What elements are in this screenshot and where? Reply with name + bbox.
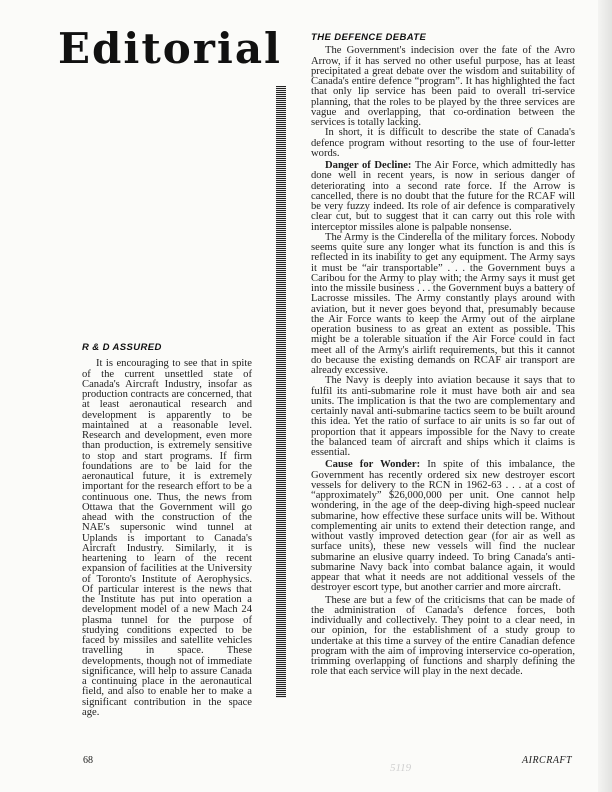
article-paragraph — [311, 161, 575, 233]
article-defence-debate — [311, 33, 575, 678]
article-paragraph: It is encouraging to see that in spite of the current unsettled state of Canada's Aircraft Industry, insofar as production contracts are concerned, that at least aeronautical research and development is apparently to be maintained at a reasonable level. Research and development, even more than production, is extremely sensitive to stop and start programs. If firm foundations are to be laid for the aeronautical future, it is extremely important for the research effort to be a continuous one. Thus, the news from Ottawa that the Government will go ahead with the construction of the NAE's supersonic wind tunnel at Uplands is important to Canada's Aircraft Industry. Similarly, it is heartening to learn of the recent expansion of facilities at the University of Toronto's Institute of Aerophysics. Of particular interest is the news that the Institute has put into operation a development model of a new Mach 24 plasma tunnel for the purpose of studying conditions expected to be faced by missiles and satellite vehicles travelling in space. These developments, though not of immediate significance, will help to assure Canada a continuing place in the aeronautical field, and also to enable her to make a significant contribution in the space age. — [82, 358, 252, 718]
page-title: Editorial — [58, 24, 283, 73]
article-paragraph: The Government's indecision over the fate of the Avro Arrow, if it has served no other useful purpose, has at least precipitated a great debate over the wisdom and suitability of Canada's entire defence “program”. It has highlighted the fact that only lip service has been paid to overall tri-service planning, that the roles to be played by the three services are vague and overlapping, that co-ordination between the services is totally lacking. — [311, 45, 575, 128]
page-edge-shadow — [598, 0, 612, 792]
magazine-name: AIRCRAFT — [522, 755, 573, 766]
article-paragraph: The Navy is deeply into aviation because it says that to fulfil its anti-submarine role it must have both air and sea units. The implication is that the two are complementary and certainly naval anti-submarine tactics seem to be built around this idea. Yet the ratio of surface to air units is so far out of proportion that it appears impossible for the Navy to create the balanced team of aircraft and ships which it claims is essential. — [311, 375, 575, 458]
decorative-striped-rule — [276, 86, 286, 698]
article-heading: R & D ASSURED — [82, 342, 162, 353]
article-paragraph: These are but a few of the criticisms that can be made of the administration of Canada's defence forces, both individually and collectively. They point to a clear need, in our opinion, for the establishment of a study group to undertake at this time a survey of the entire Canadian defence program with the aim of improving interservice co-operation, trimming overlapping of functions and sharply defining the role that each service will play in the next decade. — [311, 594, 575, 678]
article-paragraph: In short, it is difficult to describe the state of Canada's defence program without resorting to the use of four-letter words. — [311, 127, 575, 159]
article-heading: THE DEFENCE DEBATE — [311, 32, 427, 43]
paragraph-text: The Air Force, which admittedly has done well in recent years, is now in serious danger of deteriorating into a second rate force. If the Arrow is cancelled, there is no doubt that the future for the RCAF will be very fuzzy indeed. Its role of air defence is comparatively clear cut, but to suggest that it can carry out this role with interceptor missiles alone is palpable nonsense. — [311, 160, 575, 233]
handwritten-note: 5119 — [390, 762, 412, 774]
run-in-heading: Danger of Decline: — [325, 160, 412, 171]
run-in-heading: Cause for Wonder: — [325, 459, 421, 471]
page-number: 68 — [83, 755, 93, 766]
article-paragraph: The Army is the Cinderella of the military forces. Nobody seems quite sure any longer what its function is and this is reflected in its inability to get any equipment. The Army says it must be “air transportable” . . . the Government buys a Caribou for the Army to play with; the Army says it must get into the missile business . . . the Government buys a battery of Lacrosse missiles. The Army constantly plays around with aviation, but it never goes beyond that, presumably because the Air Force wants to keep the Army out of the airplane operation business to as great an extent as possible. This might be a tolerable situation if the Air Force could in fact meet all of the Army's airlift requirements, but this it cannot do because the existing demands on RCAF air transport are already excessive. — [311, 231, 575, 376]
paragraph-text: In spite of this imbalance, the Government has recently ordered six new destroyer escort vessels for delivery to the RCN in 1962-63 . . . at a cost of “approximately” $26,000,000 per unit. One cannot help wondering, in the age of the deep-diving high-speed nuclear submarine, how effective these surface units will be. Without complementing air units to extend their detection range, and without vastly improved detection gear (for air as well as surface units), these new vessels will find the nuclear submarine an elusive quarry indeed. To bring Canada's anti-submarine Navy back into combat balance again, it would appear that what it needs are not additional vessels of the destroyer escort type, but another carrier and more aircraft. — [311, 459, 575, 594]
article-rd-assured — [82, 343, 252, 718]
article-paragraph — [311, 460, 575, 593]
